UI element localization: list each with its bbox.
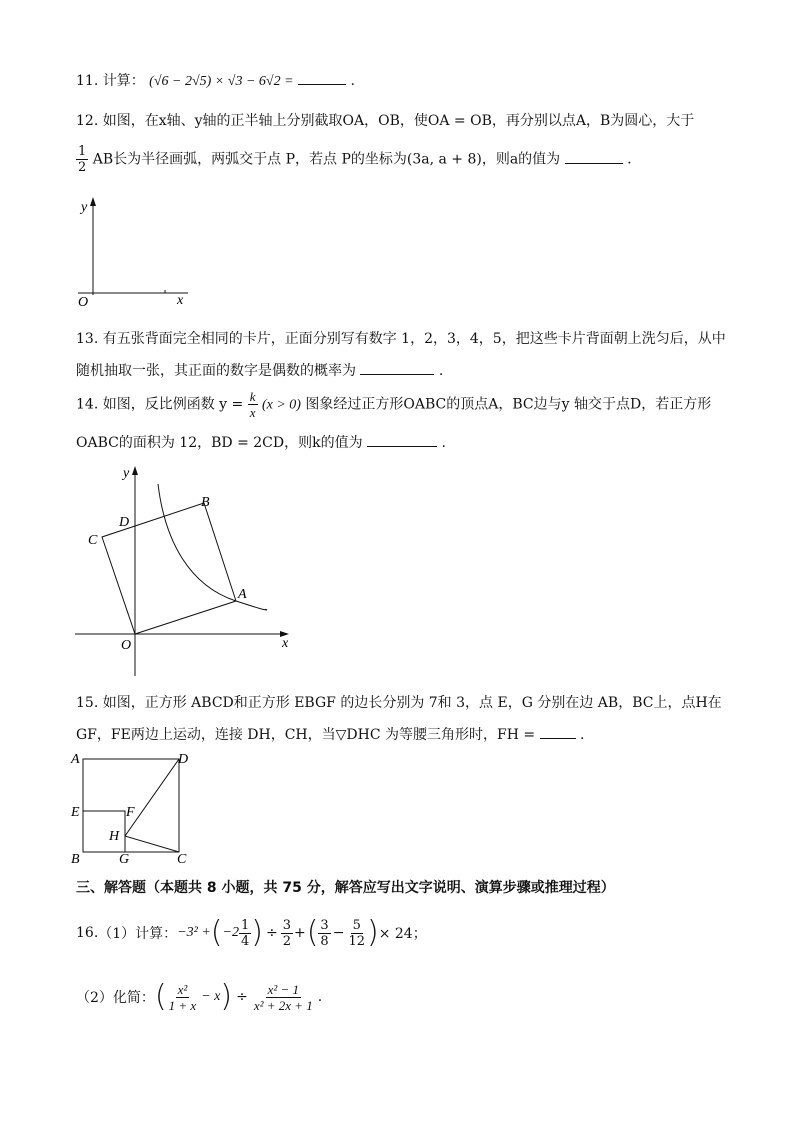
q15-label-a: A — [71, 752, 80, 767]
q15-line2 — [76, 724, 584, 744]
q14-label-b: B — [201, 495, 210, 510]
q16-p1-paren-close-1: ) — [251, 915, 263, 950]
q13-text-1: 有五张背面完全相同的卡片，正面分别写有数字 1，2，3，4，5，把这些卡片背面朝上洗匀后，从中 — [102, 331, 726, 347]
q12-number: 12. — [76, 113, 99, 129]
q15-label-b: B — [71, 852, 80, 867]
q14-label-o: O — [121, 638, 132, 653]
q16-p2-paren-close: ) — [220, 979, 233, 1014]
q15-text-1: 如图，正方形 ABCD和正方形 EBGF 的边长分别为 7和 3，点 E，G 分别在边 AB，BC上，点H在 — [102, 695, 722, 711]
q13-text-2: 随机抽取一张，其正面的数字是偶数的概率为 — [76, 363, 356, 379]
q13-end: . — [438, 363, 444, 379]
q12-frac-denominator: 2 — [78, 160, 87, 175]
q15-segment-ch — [125, 836, 179, 852]
q11-end: . — [350, 73, 355, 89]
q16-p1-mixed-den: 4 — [240, 933, 250, 949]
q14-frac-denominator: x — [249, 405, 256, 420]
q14-figure — [70, 462, 300, 682]
q16-p2-f1-num: x² — [177, 981, 188, 997]
q11-expression: (√6 − 2√5) × √3 − 6√2 = — [149, 74, 294, 89]
q14-fraction — [248, 390, 258, 419]
q16-part2 — [76, 974, 322, 1020]
q16-p2-f2-num: x² − 1 — [267, 981, 300, 997]
q16-p1-plus: + — [293, 925, 306, 941]
q11-label: 计算： — [102, 73, 145, 89]
q12-end: . — [627, 151, 632, 168]
q14-label-y: y — [123, 466, 130, 481]
q16-p1-frac-2 — [318, 919, 330, 948]
q14-frac-numerator: k — [249, 389, 256, 404]
q14-line1 — [76, 390, 711, 419]
q16-p2-end: . — [317, 989, 323, 1005]
q16-p1-f3-num: 5 — [352, 917, 361, 933]
q16-p2-f1-den: 1 + x — [168, 997, 197, 1013]
q15-figure — [66, 748, 202, 870]
q15-line1 — [76, 692, 722, 712]
q14-answer-blank[interactable] — [367, 432, 437, 447]
q16-p1-frac-3 — [346, 919, 367, 948]
q12-line1 — [76, 110, 694, 130]
q15-label-d: D — [178, 752, 189, 767]
q16-p1-mixed-whole: −2 — [222, 925, 239, 940]
q12-frac-numerator: 1 — [78, 144, 87, 159]
q16-p2-f2-den: x² + 2x + 1 — [253, 997, 313, 1013]
q12-text-2: AB长为半径画弧，两弧交于点 P，若点 P的坐标为(3a, a + 8)，则a的值为 — [92, 151, 561, 168]
q12-x-label: x — [177, 293, 184, 308]
q12-y-arrow — [90, 197, 96, 206]
q16-p1-paren-close-2: ) — [366, 915, 379, 950]
q16-p2-minus-x: − x — [201, 989, 221, 1004]
q15-label-c: C — [177, 852, 187, 867]
q14-text-1b: 图象经过正方形OABC的顶点A，BC边与y 轴交于点D，若正方形 — [305, 396, 712, 413]
q14-label-x: x — [282, 636, 289, 651]
q16-p1-term-a: −3² + — [177, 925, 211, 940]
q14-y-arrow — [132, 466, 138, 475]
q12-origin-label: O — [78, 295, 89, 310]
q14-label-c: C — [88, 533, 98, 548]
q14-label-a: A — [238, 587, 247, 602]
q16-number: 16. — [76, 925, 99, 941]
q16-p2-paren-open: ( — [154, 979, 167, 1014]
q11-line — [76, 70, 355, 90]
q16-p1-div: ÷ — [265, 925, 278, 941]
q12-text-1: 如图，在x轴、y轴的正半轴上分别截取OA，OB，使OA = OB，再分别以点A，B为圆心，大于 — [102, 113, 695, 129]
q11-answer-blank[interactable] — [298, 70, 346, 85]
q13-line2 — [76, 360, 443, 380]
q13-number: 13. — [76, 331, 99, 347]
q15-segment-dh — [125, 759, 179, 836]
q14-text-2: OABC的面积为 12，BD = 2CD，则k的值为 — [76, 435, 363, 451]
q12-answer-blank[interactable] — [565, 149, 623, 164]
q14-line2 — [76, 432, 446, 452]
section-3-heading: 三、解答题（本题共 8 小题，共 75 分，解答应写出文字说明、演算步骤或推理过程） — [76, 880, 615, 896]
q16-p1-f1-num: 3 — [282, 917, 291, 933]
q14-condition: (x > 0) — [261, 397, 301, 413]
q16-p1-f2-num: 3 — [320, 917, 329, 933]
q15-answer-blank[interactable] — [540, 724, 576, 739]
q16-part1 — [76, 912, 427, 954]
q16-p1-minus: − — [332, 925, 345, 941]
q15-label-h: H — [109, 829, 120, 844]
q15-end: . — [580, 727, 585, 743]
q13-answer-blank[interactable] — [360, 360, 434, 375]
q14-number: 14. — [76, 396, 99, 413]
q16-p1-paren-open-2: ( — [306, 915, 319, 950]
q16-p1-frac-1 — [281, 919, 293, 948]
q16-p1-f3-den: 12 — [348, 933, 365, 949]
q16-p1-paren-open-1: ( — [210, 915, 223, 950]
q16-p1-tail: × 24； — [378, 926, 427, 942]
q16-part1-label: （1）计算： — [98, 926, 178, 942]
q16-p1-mixed-num: 1 — [240, 917, 250, 933]
q14-end: . — [441, 435, 446, 451]
q14-hyperbola-curve — [158, 484, 267, 610]
q15-text-2: GF，FE两边上运动，连接 DH，CH，当▽DHC 为等腰三角形时，FH = — [76, 727, 536, 743]
q16-part2-label: （2）化简： — [76, 990, 155, 1006]
q15-label-g: G — [119, 852, 130, 867]
q16-p1-f2-den: 8 — [320, 933, 329, 949]
q14-text-1a: 如图，反比例函数 y = — [102, 396, 244, 413]
q16-p2-frac-1 — [167, 983, 199, 1012]
q12-figure — [70, 195, 200, 310]
q11-number: 11. — [76, 73, 99, 89]
q16-p2-div: ÷ — [236, 989, 248, 1005]
q12-fraction — [76, 145, 88, 174]
q16-p1-f1-den: 2 — [282, 933, 291, 949]
q16-p1-mixed-frac — [239, 919, 251, 948]
q16-p2-frac-2 — [252, 983, 315, 1012]
q13-line1 — [76, 328, 726, 348]
q15-number: 15. — [76, 695, 99, 711]
q12-y-label: y — [81, 200, 88, 215]
q14-label-d: D — [119, 515, 130, 530]
q12-line2 — [76, 145, 632, 174]
q15-label-f: F — [126, 805, 135, 820]
q15-label-e: E — [71, 805, 80, 820]
